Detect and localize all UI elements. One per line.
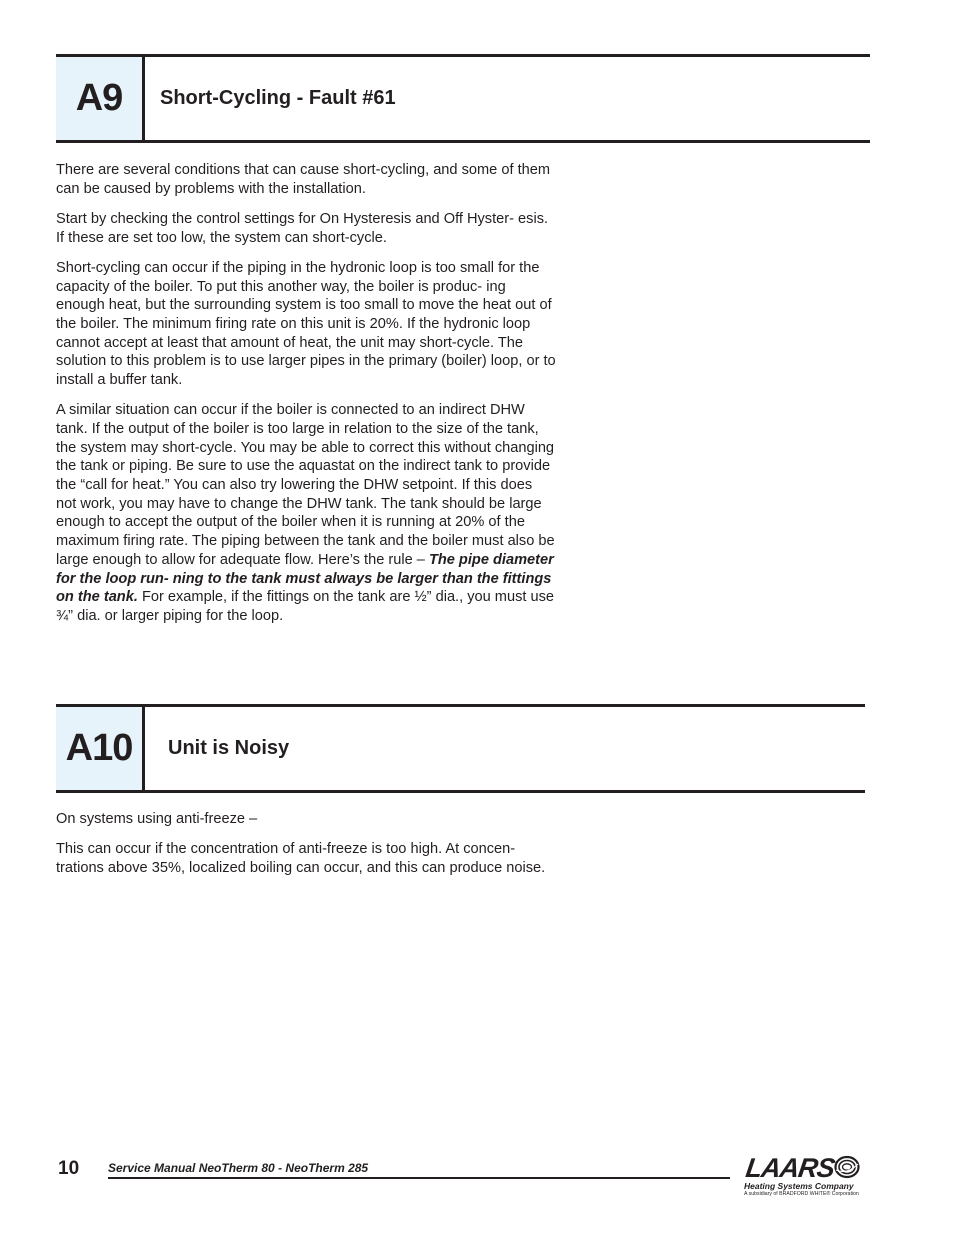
swirl-icon xyxy=(834,1155,860,1179)
logo-subsidiary: A subsidiary of BRADFORD WHITE® Corporation xyxy=(744,1191,859,1197)
section-title-a10: Unit is Noisy xyxy=(168,737,290,759)
paragraph: On systems using anti-freeze – xyxy=(56,811,258,827)
footer-divider xyxy=(108,1177,730,1179)
paragraph: Short-cycling can occur if the piping in the hydronic loop is too small for the capacity of the boiler. To put this another way, the boiler is produc- ing enough heat, but the surrounding system is too small to move the heat out of the boiler. The minimum firing rate on this unit is 20%. If the hydronic loop cannot accept at least that amount of heat, the unit may short-cycle. The solution to this problem is to use larger pipes in the primary (boiler) loop, or to install a buffer tank. xyxy=(56,259,556,389)
section-title-a9: Short-Cycling - Fault #61 xyxy=(160,87,396,109)
paragraph-text: A similar situation can occur if the boiler is connected to an indirect DHW tank. If the output of the boiler is too large in relation to the size of the tank, the system may short-cycle. You may be able to correct this without changing the tank or piping. Be sure to use the aquastat on the indirect tank to provide the “call for heat.” You can also try lowering the DHW setpoint. If this does not work, you may have to change the DHW tank. The tank should be large enough to accept the output of the boiler when it is running at 20% of the maximum firing rate. The piping between the tank and the boiler must also be large enough to allow for adequate flow. Here’s the rule – xyxy=(56,402,555,568)
paragraph-rule xyxy=(56,401,556,625)
section-body-a10 xyxy=(56,810,556,889)
paragraph: This can occur if the concentration of anti-freeze is too high. At concen- trations above 35%, localized boiling can occur, and this can produce noise. xyxy=(56,841,546,876)
logo-tagline: Heating Systems Company xyxy=(744,1181,854,1191)
rule-emphasis: The pipe diameter for the loop run- ning to the tank must always be larger than the fittings on the tank. xyxy=(56,551,554,606)
section-header-a10 xyxy=(56,704,865,793)
section-code-a10: A10 xyxy=(56,707,145,790)
page-number: 10 xyxy=(58,1158,80,1179)
paragraph: Start by checking the control settings for On Hysteresis and Off Hyster- esis. If these are set too low, the system can short-cycle. xyxy=(56,210,549,246)
paragraph: There are several conditions that can cause short-cycling, and some of them can be caused by problems with the installation. xyxy=(56,162,551,197)
manual-title: Service Manual NeoTherm 80 - NeoTherm 285 xyxy=(108,1161,369,1175)
laars-logo xyxy=(742,1153,872,1201)
section-code-a9: A9 xyxy=(56,57,145,140)
section-body-a9 xyxy=(56,161,556,637)
section-header-a9 xyxy=(56,54,870,143)
paragraph-text: For example, if the fittings on the tank are ½” dia., you must use ¾” dia. or larger piping for the loop. xyxy=(56,589,555,624)
logo-wordmark: LAARS xyxy=(743,1153,837,1183)
